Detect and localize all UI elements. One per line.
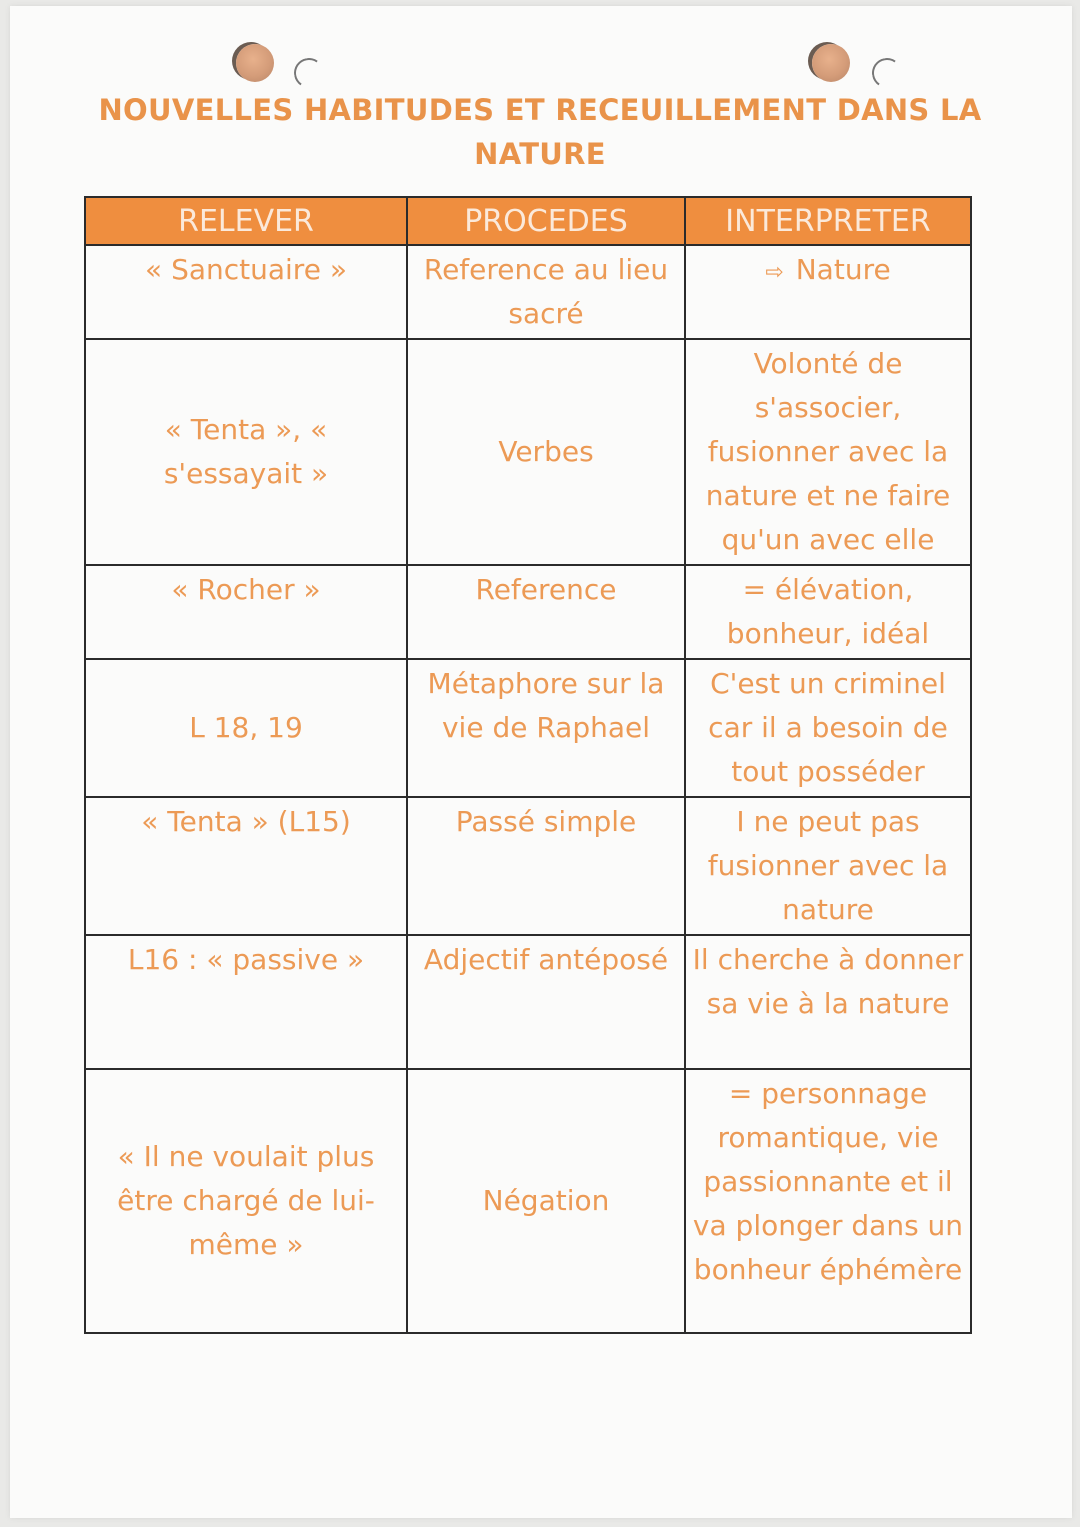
hole-ring-right (870, 56, 905, 91)
table-row (85, 659, 971, 797)
cell-relever: « Sanctuaire » (85, 245, 407, 339)
table-row (85, 935, 971, 1069)
cell-procedes: Reference (407, 565, 685, 659)
cell-interpreter: Il cherche à donner sa vie à la nature (685, 935, 971, 1069)
cell-procedes: Négation (407, 1069, 685, 1333)
cell-relever: L16 : « passive » (85, 935, 407, 1069)
table-row (85, 339, 971, 565)
title-line-2: NATURE (474, 137, 606, 171)
right-arrow-icon: ⇨ (765, 260, 784, 285)
cell-procedes: Métaphore sur la vie de Raphael (407, 659, 685, 797)
table-row (85, 1069, 971, 1333)
cell-procedes: Passé simple (407, 797, 685, 935)
punch-hole-right (812, 44, 850, 82)
cell-relever: « Tenta » (L15) (85, 797, 407, 935)
cell-interpreter: C'est un criminel car il a besoin de tout posséder (685, 659, 971, 797)
table-row (85, 797, 971, 935)
cell-interpreter: = élévation, bonheur, idéal (685, 565, 971, 659)
cell-relever: « Tenta », « s'essayait » (85, 339, 407, 565)
cell-relever: « Rocher » (85, 565, 407, 659)
header-interpreter: INTERPRETER (685, 197, 971, 245)
hole-ring-left (292, 56, 327, 91)
table-header-row (85, 197, 971, 245)
cell-interpreter: Volonté de s'associer, fusionner avec la nature et ne faire qu'un avec elle (685, 339, 971, 565)
cell-interpreter (685, 245, 971, 339)
cell-relever: « Il ne voulait plus être chargé de lui-même » (85, 1069, 407, 1333)
cell-interpreter: = personnage romantique, vie passionnante et il va plonger dans un bonheur éphémère (685, 1069, 971, 1333)
table-row (85, 565, 971, 659)
header-procedes: PROCEDES (407, 197, 685, 245)
cell-interpreter: I ne peut pas fusionner avec la nature (685, 797, 971, 935)
table-row (85, 245, 971, 339)
cell-interpreter-text: Nature (795, 253, 891, 286)
header-relever: RELEVER (85, 197, 407, 245)
title-line-1: NOUVELLES HABITUDES ET RECEUILLEMENT DANS LA (98, 93, 982, 127)
cell-procedes: Adjectif antéposé (407, 935, 685, 1069)
analysis-table (84, 196, 972, 1334)
page-title (40, 88, 1040, 176)
punch-hole-left (236, 44, 274, 82)
cell-procedes: Verbes (407, 339, 685, 565)
cell-relever: L 18, 19 (85, 659, 407, 797)
cell-procedes: Reference au lieu sacré (407, 245, 685, 339)
